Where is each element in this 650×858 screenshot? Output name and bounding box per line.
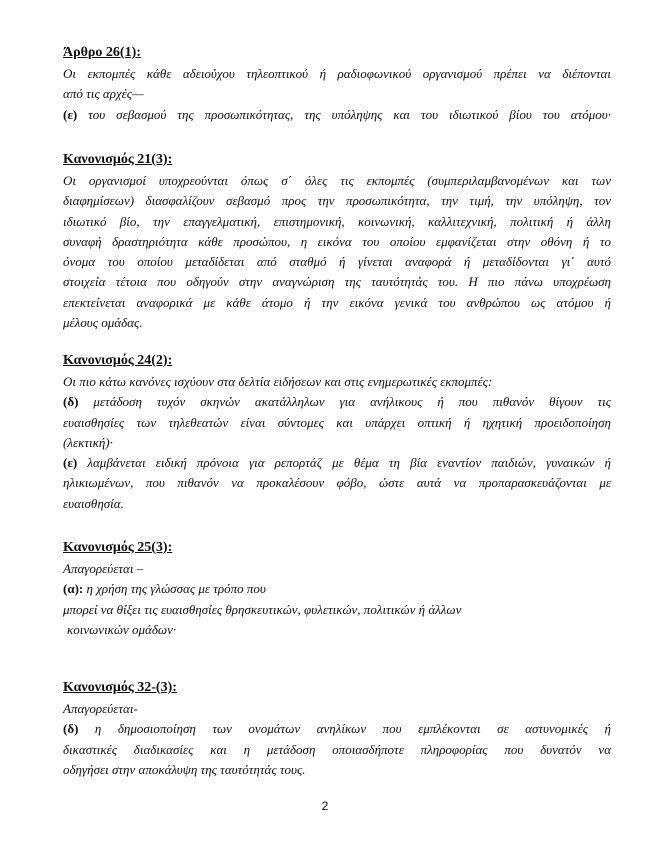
list-item	[63, 453, 611, 473]
body-line: ευαισθησία.	[63, 495, 124, 511]
body-line: Οι πιο κάτω κανόνες ισχύουν στα δελτία ειδήσεων και στις ενημερωτικές εκπομπές:	[63, 374, 493, 389]
body-line: Απαγορεύεται –	[63, 561, 144, 576]
section-regulation-21	[63, 151, 611, 333]
body-line: ηλικιωμένων, που πιθανόν να προκαλέσουν φόβο, ώστε αυτά να προπαρασκευάζονται με	[63, 475, 611, 491]
item-label: (α):	[63, 581, 84, 597]
section-heading: Κανονισμός 25(3):	[63, 540, 173, 555]
body-line: Οι οργανισμοί υποχρεούνται όπως σ΄ όλες τις εκπομπές (συμπεριλαμβανομένων και των	[63, 173, 611, 188]
body-line: όνομα του οποίου μεταδίδεται από σταθμό ή γίνεται αναφορά ή μεταδίδονται γι΄ αυτό	[63, 254, 611, 270]
section-regulation-24	[63, 352, 611, 514]
item-label: (δ)	[63, 394, 79, 410]
body-line: Απαγορεύεται-	[63, 701, 138, 716]
item-label: (ε)	[63, 455, 78, 471]
section-heading: Κανονισμός 21(3):	[63, 152, 173, 167]
item-text: η χρήση της γλώσσας με τρόπο που	[86, 581, 266, 597]
body-line: διαφημίσεων) διασφαλίζουν σεβασμό προς την προσωπικότητα, την τιμή, την υπόληψη, τον	[63, 193, 611, 209]
list-item	[63, 392, 611, 412]
body-line: επεκτείνεται αναφορικά με κάθε άτομο ή την εικόνα γενικά του ανθρώπου ως ατόμου ή	[63, 294, 611, 310]
list-item	[63, 105, 611, 125]
item-label: (δ)	[63, 721, 79, 737]
item-text: του σεβασμού της προσωπικότητας, της υπόληψης και του ιδιωτικού βίου του ατόμου·	[88, 106, 612, 122]
item-text: η δημοσιοποίηση των ονομάτων ανηλίκων που εμπλέκονται σε αστυνομικές ή	[94, 721, 611, 737]
body-line: από τις αρχές—	[63, 86, 144, 102]
body-line: οδηγήσει στην αποκάλυψη της ταυτότητάς τους.	[63, 761, 306, 777]
body-line: μπορεί να θίξει τις ευαισθησίες θρησκευτικών, φυλετικών, πολιτικών ή άλλων	[63, 601, 462, 617]
item-label: (ε)	[63, 106, 78, 122]
section-heading: Άρθρο 26(1):	[63, 45, 141, 60]
section-regulation-25	[63, 539, 611, 640]
body-line: μέλους ομάδας.	[63, 315, 143, 331]
body-line: Οι εκπομπές κάθε αδειούχου τηλεοπτικού ή ραδιοφωνικού οργανισμού πρέπει να διέπονται	[63, 66, 611, 81]
body-line: ευαισθησίες των τηλεθεατών είναι σύντομες και υπάρχει οπτική ή ηχητική προειδοποίηση	[63, 414, 611, 430]
section-regulation-32	[63, 679, 611, 780]
body-line: δικαστικές διαδικασίες και η μετάδοση οποιασδήποτε πληροφορίας που δυνατόν να	[63, 741, 611, 757]
body-line: συναφή δραστηριότητα κάθε προσώπου, η εικόνα του οποίου εμφανίζεται στην οθόνη ή το	[63, 233, 611, 249]
section-article-26	[63, 44, 611, 125]
body-line: (λεκτική)·	[63, 434, 113, 450]
item-text: μετάδοση τυχόν σκηνών ακατάλληλων για ανήλικους ή που πιθανόν θίγουν τις	[93, 394, 611, 410]
list-item	[63, 719, 611, 739]
body-line: ιδιωτικό βίο, την επαγγελματική, επιστημονική, κοινωνική, καλλιτεχνική, πολιτική ή άλλη	[63, 213, 611, 229]
body-line: στοιχεία τέτοια που οδηγούν στην αναγνώριση της ταυτότητάς του. Η πιο πάνω υποχρέωση	[63, 274, 611, 290]
section-heading: Κανονισμός 32-(3):	[63, 680, 177, 695]
list-item	[63, 579, 611, 599]
item-text: λαμβάνεται ειδική πρόνοια για ρεπορτάζ με θέμα τη βία εναντίον παιδιών, γυναικών ή	[87, 455, 612, 471]
body-line: κοινωνικών ομάδων·	[67, 621, 177, 637]
page-number: 2	[321, 799, 329, 813]
section-heading: Κανονισμός 24(2):	[63, 353, 173, 368]
